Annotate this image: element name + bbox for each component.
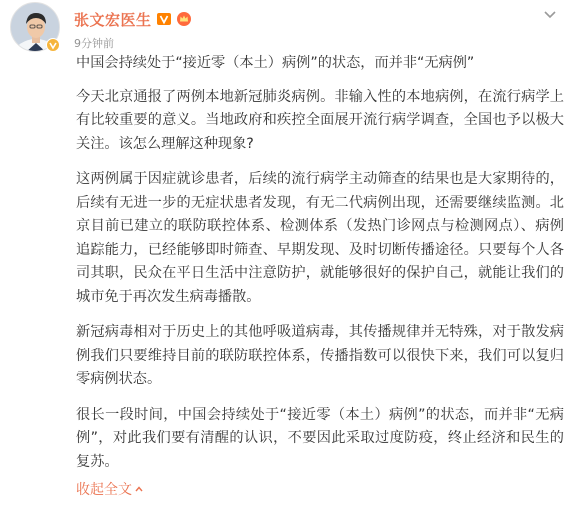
- post-paragraph: 新冠病毒相对于历史上的其他呼吸道病毒，其传播规律并无特殊，对于散发病例我们只要维持目前的联防联控体系，传播指数可以很快下来，我们可以复归零病例状态。: [76, 324, 564, 387]
- chevron-up-icon: [134, 484, 144, 494]
- verified-badge-icon: [46, 38, 60, 52]
- vip-v-icon[interactable]: [156, 11, 172, 27]
- post-body: [76, 52, 564, 486]
- post-header: [74, 8, 192, 51]
- chevron-down-icon[interactable]: [542, 6, 558, 22]
- collapse-label: 收起全文: [76, 482, 132, 498]
- fan-crown-icon[interactable]: [176, 11, 192, 27]
- post-timestamp[interactable]: 9分钟前: [74, 37, 114, 50]
- name-row: [74, 8, 192, 30]
- post-paragraph: 今天北京通报了两例本地新冠肺炎病例。非输入性的本地病例，在流行病学上有比较重要的意义。当地政府和疾控全面展开流行病学调查，全国也予以极大关注。该怎么理解这种现象?: [76, 88, 564, 152]
- post-paragraph: 很长一段时间，中国会持续处于“接近零（本土）病例”的状态，而并非“无病例”，对此我们要有清醒的认识，不要因此采取过度防疫，终止经济和民生的复苏。: [76, 406, 564, 470]
- username[interactable]: 张文宏医生: [74, 10, 152, 29]
- collapse-full-text-link[interactable]: [76, 479, 144, 499]
- post-paragraph: 这两例属于因症就诊患者，后续的流行病学主动筛查的结果也是大家期待的，后续有无进一步的无症状患者发现，有无二代病例出现，还需要继续监测。北京目前已建立的联防联控体系、检测体系（发热门诊网点与检测网点）、病例追踪能力，已经能够即时筛查、早期发现、及时切断传播途径。只要每个人各司其职，民众在平日生活中注意防护，就能够很好的保护自己，就能让我们的城市免于再次发生病毒播散。: [76, 171, 564, 305]
- post-headline: 中国会持续处于“接近零（本土）病例”的状态，而并非“无病例”: [76, 55, 475, 71]
